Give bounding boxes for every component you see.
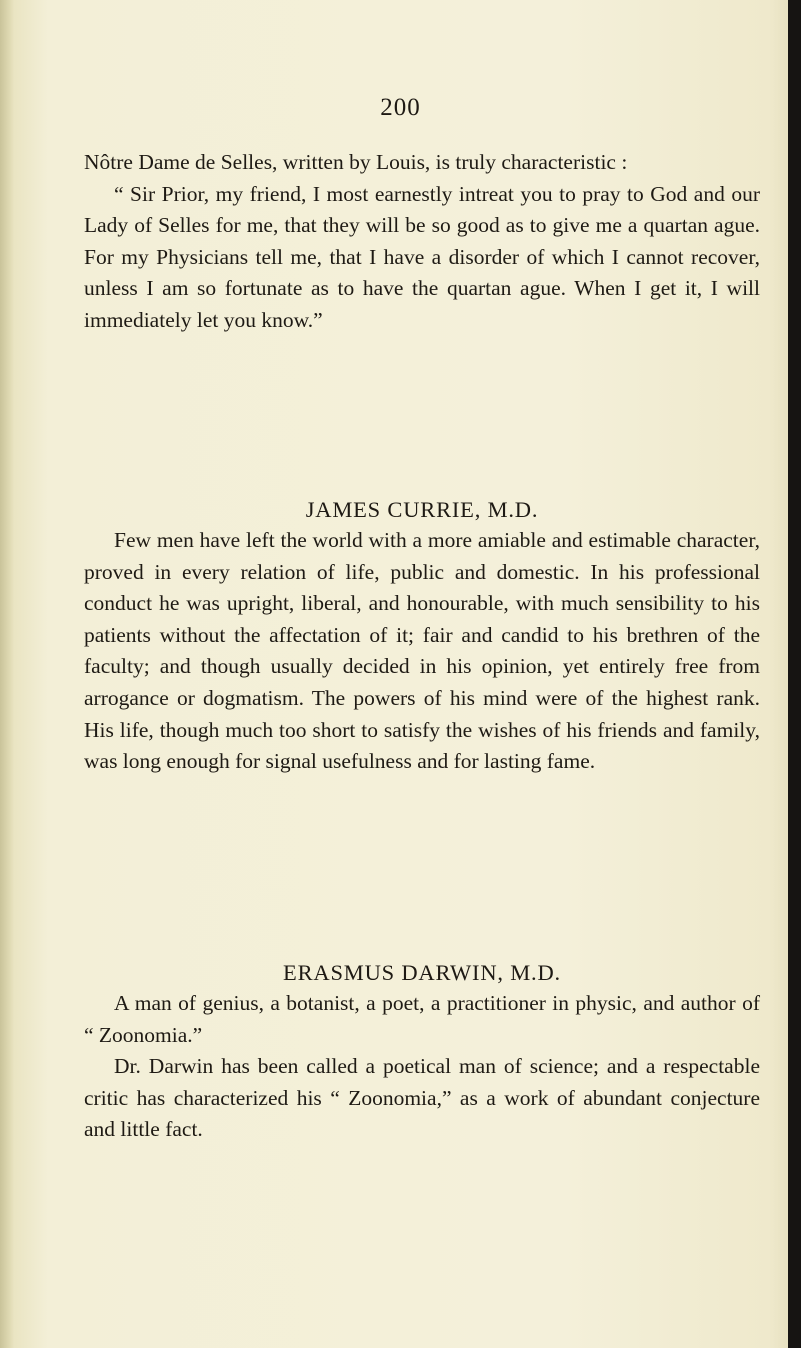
currie-section: [84, 525, 760, 778]
section-heading-currie: JAMES CURRIE, M.D.: [305, 497, 539, 522]
currie-paragraph: Few men have left the world with a more amiable and estimable character, proved in every relation of life, public and domestic. In his professional conduct he was upright, liberal, and honourable, with much sensibility to his patients without the affectation of it; fair and candid to his brethren of the faculty; and though usually decided in his opinion, yet entirely free from arrogance or dogmatism. The powers of his mind were of the highest rank. His life, though much too short to satisfy the wishes of his friends and family, was long enough for signal usefulness and for lasting fame.: [84, 528, 760, 774]
intro-paragraph: Nôtre Dame de Selles, written by Louis, is truly characteristic :: [84, 150, 628, 174]
page-number: 200: [380, 94, 421, 121]
letter-quote: “ Sir Prior, my friend, I most earnestly intreat you to pray to God and our Lady of Selles for me, that they will be so good as to give me a quartan ague. For my Physicians tell me, that I have a disorder of which I cannot recover, unless I am so fortunate as to have the quartan ague. When I get it, I will immediately let you know.”: [84, 181, 760, 332]
page-edge: [788, 0, 801, 1348]
section-heading-container: [84, 494, 760, 526]
page-gutter: [0, 0, 14, 1348]
darwin-paragraph-2: Dr. Darwin has been called a poetical man of science; and a respectable critic has characterized his “ Zoonomia,” as a work of abundant conjecture and little fact.: [84, 1054, 760, 1142]
opening-text: [84, 147, 760, 337]
section-heading-container: [84, 957, 760, 989]
darwin-paragraph-1: A man of genius, a botanist, a poet, a practitioner in physic, and author of “ Zoonomia.”: [84, 991, 760, 1047]
darwin-section: [84, 988, 760, 1146]
section-heading-darwin: ERASMUS DARWIN, M.D.: [283, 960, 561, 985]
